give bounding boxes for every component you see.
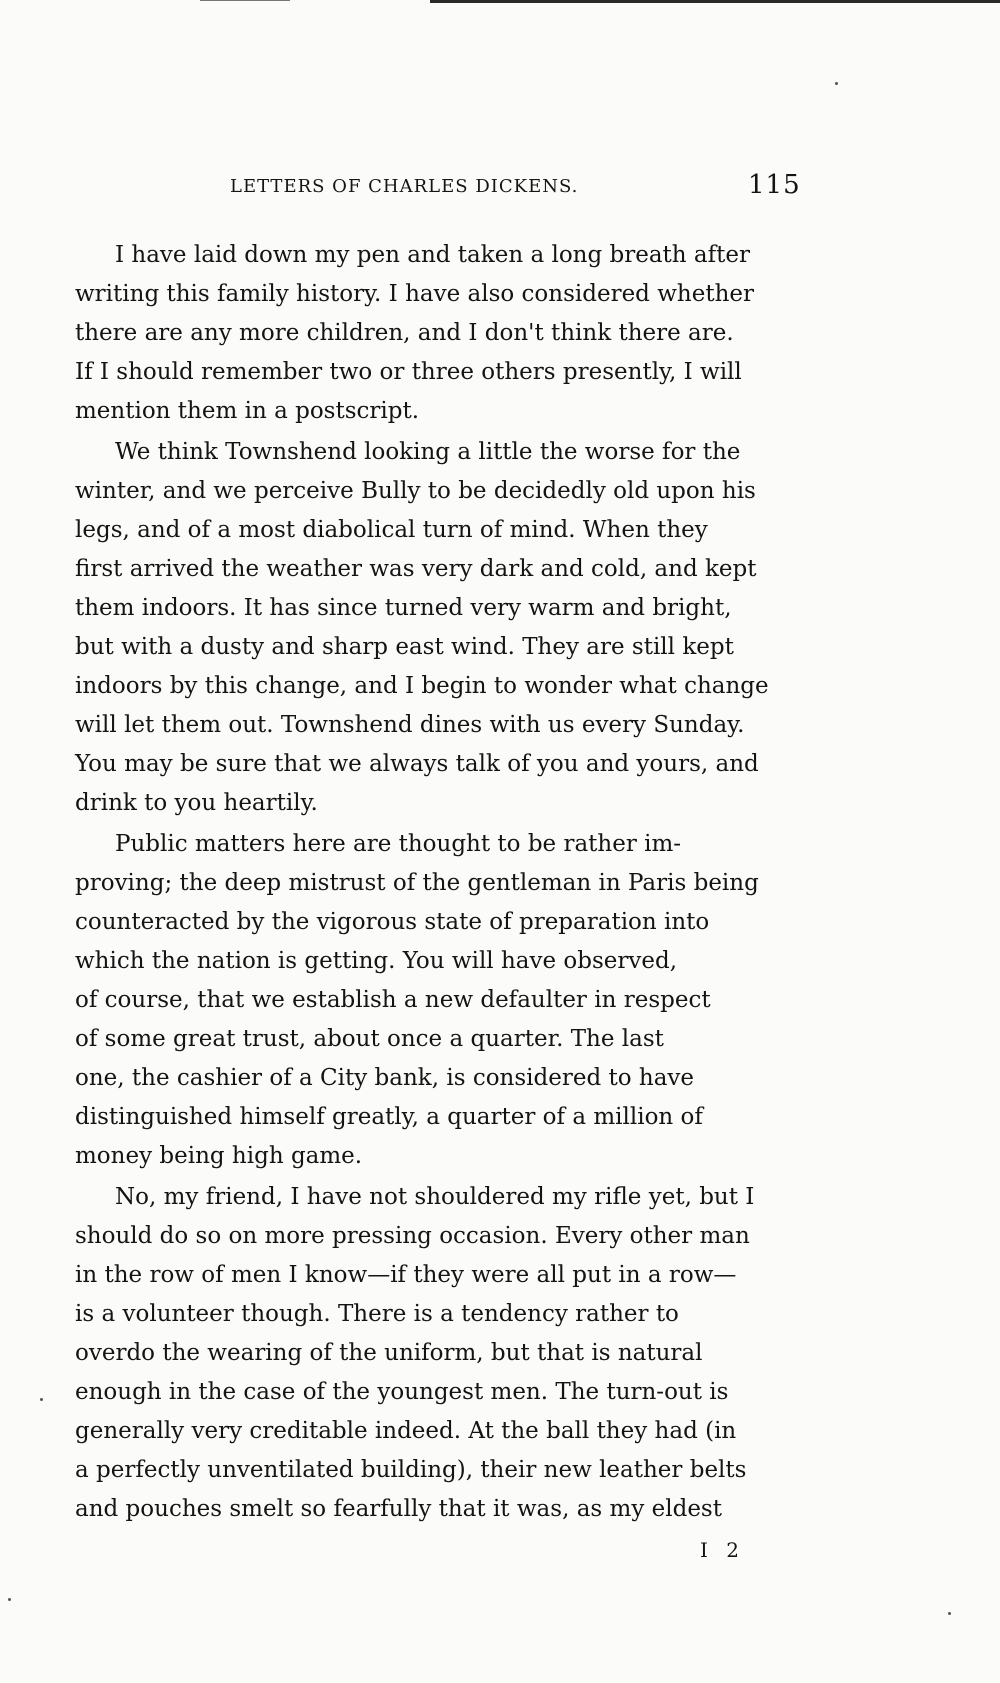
- scan-edge-rule: [430, 0, 1000, 3]
- text-line: You may be sure that we always talk of you and yours, and: [75, 751, 759, 777]
- text-line: I have laid down my pen and taken a long breath after: [115, 242, 750, 268]
- text-line: which the nation is getting. You will have observed,: [75, 948, 678, 974]
- text-line: one, the cashier of a City bank, is considered to have: [75, 1065, 695, 1091]
- scan-edge-mark: [200, 0, 290, 1]
- text-line: winter, and we perceive Bully to be decidedly old upon his: [75, 478, 756, 504]
- text-line: generally very creditable indeed. At the ball they had (in: [75, 1418, 737, 1444]
- text-line: will let them out. Townshend dines with us every Sunday.: [75, 712, 745, 738]
- body-text: [75, 236, 798, 1531]
- text-line: proving; the deep mistrust of the gentleman in Paris being: [75, 870, 759, 896]
- text-line: counteracted by the vigorous state of preparation into: [75, 909, 710, 935]
- text-line: No, my friend, I have not shouldered my rifle yet, but I: [115, 1184, 755, 1210]
- scan-speck: [948, 1612, 951, 1615]
- page-number: 115: [748, 170, 801, 200]
- text-line: Public matters here are thought to be rather im-: [115, 831, 682, 857]
- paragraph: [75, 433, 798, 823]
- text-line: overdo the wearing of the uniform, but that is natural: [75, 1340, 703, 1366]
- scan-speck: [8, 1598, 11, 1601]
- text-line: money being high game.: [75, 1143, 363, 1169]
- text-line: mention them in a postscript.: [75, 398, 420, 424]
- text-line: first arrived the weather was very dark and cold, and kept: [75, 556, 757, 582]
- text-line: but with a dusty and sharp east wind. They are still kept: [75, 634, 734, 660]
- text-line: should do so on more pressing occasion. Every other man: [75, 1223, 750, 1249]
- scan-speck: [40, 1398, 43, 1401]
- text-line: of course, that we establish a new defaulter in respect: [75, 987, 711, 1013]
- text-line: writing this family history. I have also considered whether: [75, 281, 754, 307]
- text-line: distinguished himself greatly, a quarter of a million of: [75, 1104, 703, 1130]
- paragraph: [75, 825, 798, 1176]
- text-line: indoors by this change, and I begin to wonder what change: [75, 673, 769, 699]
- text-line: a perfectly unventilated building), their new leather belts: [75, 1457, 747, 1483]
- text-line: enough in the case of the youngest men. The turn-out is: [75, 1379, 729, 1405]
- text-line: them indoors. It has since turned very warm and bright,: [75, 595, 732, 621]
- signature-mark: I 2: [700, 1538, 745, 1562]
- text-line: legs, and of a most diabolical turn of mind. When they: [75, 517, 708, 543]
- text-line: We think Townshend looking a little the worse for the: [115, 439, 741, 465]
- text-line: and pouches smelt so fearfully that it was, as my eldest: [75, 1496, 722, 1522]
- text-line: If I should remember two or three others presently, I will: [75, 359, 742, 385]
- paragraph: [75, 1178, 798, 1529]
- text-line: is a volunteer though. There is a tendency rather to: [75, 1301, 679, 1327]
- text-line: drink to you heartily.: [75, 790, 318, 816]
- text-line: in the row of men I know—if they were all put in a row—: [75, 1262, 737, 1288]
- text-line: of some great trust, about once a quarter. The last: [75, 1026, 664, 1052]
- scan-speck: [835, 82, 838, 85]
- running-title: LETTERS OF CHARLES DICKENS.: [230, 176, 579, 197]
- text-line: there are any more children, and I don't think there are.: [75, 320, 734, 346]
- paragraph: [75, 236, 798, 431]
